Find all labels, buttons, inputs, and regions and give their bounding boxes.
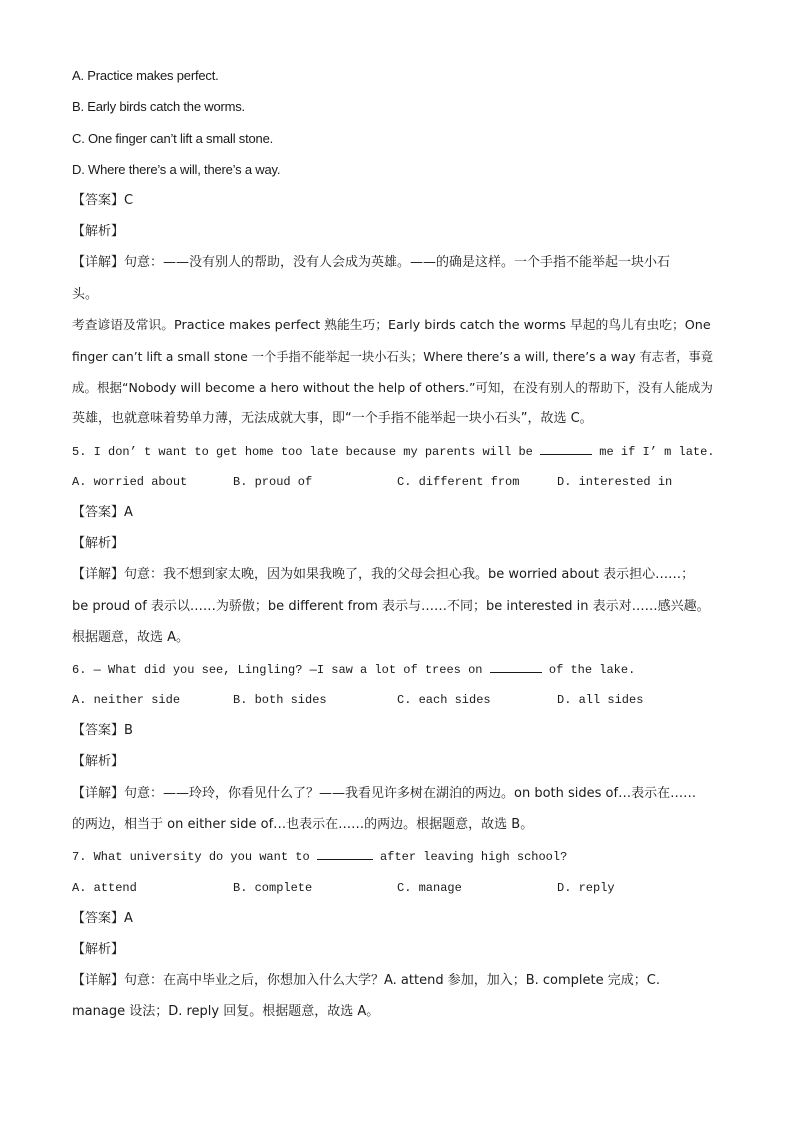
q6-detail-line-2: 的两边，相当于 on either side of…也表示在……的两边。根据题意，故选 B。 — [72, 817, 534, 832]
q7-option-d: D. reply — [557, 881, 615, 895]
q5-detail-line-1: 【详解】句意：我不想到家太晚，因为如果我晚了，我的父母会担心我。be worried about 表示担心……； — [72, 567, 695, 582]
q5-detail-line-2: be proud of 表示以……为骄傲；be different from 表示与……不同；be interested in 表示对……感兴趣。 — [72, 599, 710, 614]
q6-stem-before: 6. — What did you see, Lingling? —I saw a lot of trees on — [72, 663, 483, 677]
prev-detail-line-1: 【详解】句意：——没有别人的帮助，没有人会成为英雄。——的确是这样。一个手指不能举起一块小石 — [72, 255, 671, 270]
q7-option-c: C. manage — [397, 881, 462, 895]
q5-stem-before: 5. I don’ t want to get home too late because my parents will be — [72, 445, 533, 459]
q6-option-c: C. each sides — [397, 693, 491, 707]
q6-blank — [490, 661, 542, 673]
q7-detail-line-2: manage 设法；D. reply 回复。根据题意，故选 A。 — [72, 1004, 380, 1019]
q5-stem-after: me if I’ m late. — [599, 445, 715, 459]
q6-option-a: A. neither side — [72, 693, 181, 707]
q5-answer: 【答案】A — [72, 505, 133, 520]
q5-detail-line-3: 根据题意，故选 A。 — [72, 630, 190, 645]
q7-answer: 【答案】A — [72, 911, 133, 926]
q6-option-b: B. both sides — [233, 693, 327, 707]
prev-option-c: C. One finger can’t lift a small stone. — [72, 131, 274, 146]
q6-answer: 【答案】B — [72, 723, 133, 738]
q6-analysis-label: 【解析】 — [72, 754, 125, 769]
prev-detail-line-4: finger can’t lift a small stone 一个手指不能举起一块小石头；Where there’s a will, there’s a way 有志者，事竟 — [72, 350, 713, 364]
q7-stem — [72, 848, 567, 865]
prev-option-b: B. Early birds catch the worms. — [72, 99, 245, 114]
prev-detail-line-2: 头。 — [72, 287, 99, 302]
q5-option-c: C. different from — [397, 475, 520, 489]
q7-option-a: A. attend — [72, 881, 137, 895]
q6-stem — [72, 661, 635, 678]
q5-option-d: D. interested in — [557, 475, 673, 489]
q7-blank — [317, 848, 373, 860]
q7-stem-after: after leaving high school? — [380, 850, 568, 864]
q7-stem-before: 7. What university do you want to — [72, 850, 310, 864]
prev-detail-line-6: 英雄，也就意味着势单力薄，无法成就大事，即“一个手指不能举起一块小石头”，故选 C。 — [72, 411, 593, 426]
q5-blank — [540, 443, 592, 455]
q7-detail-line-1: 【详解】句意：在高中毕业之后，你想加入什么大学？A. attend 参加，加入；B. complete 完成；C. — [72, 973, 660, 988]
q5-analysis-label: 【解析】 — [72, 536, 125, 551]
prev-option-d: D. Where there’s a will, there’s a way. — [72, 162, 281, 177]
q6-detail-line-1: 【详解】句意：——玲玲，你看见什么了？——我看见许多树在湖泊的两边。on both sides of…表示在…… — [72, 786, 697, 801]
prev-detail-line-5: 成。根据“Nobody will become a hero without the help of others.”可知，在没有别人的帮助下，没有人能成为 — [72, 380, 713, 395]
q5-option-a: A. worried about — [72, 475, 188, 489]
prev-option-a: A. Practice makes perfect. — [72, 68, 219, 83]
q5-stem — [72, 443, 715, 460]
q7-analysis-label: 【解析】 — [72, 942, 125, 957]
prev-detail-line-3: 考查谚语及常识。Practice makes perfect 熟能生巧；Early birds catch the worms 早起的鸟儿有虫吃；One — [72, 318, 711, 333]
q7-option-b: B. complete — [233, 881, 313, 895]
q6-option-d: D. all sides — [557, 693, 644, 707]
q6-stem-after: of the lake. — [548, 663, 636, 677]
q5-option-b: B. proud of — [233, 475, 313, 489]
prev-analysis-label: 【解析】 — [72, 224, 125, 239]
prev-answer: 【答案】C — [72, 193, 134, 208]
